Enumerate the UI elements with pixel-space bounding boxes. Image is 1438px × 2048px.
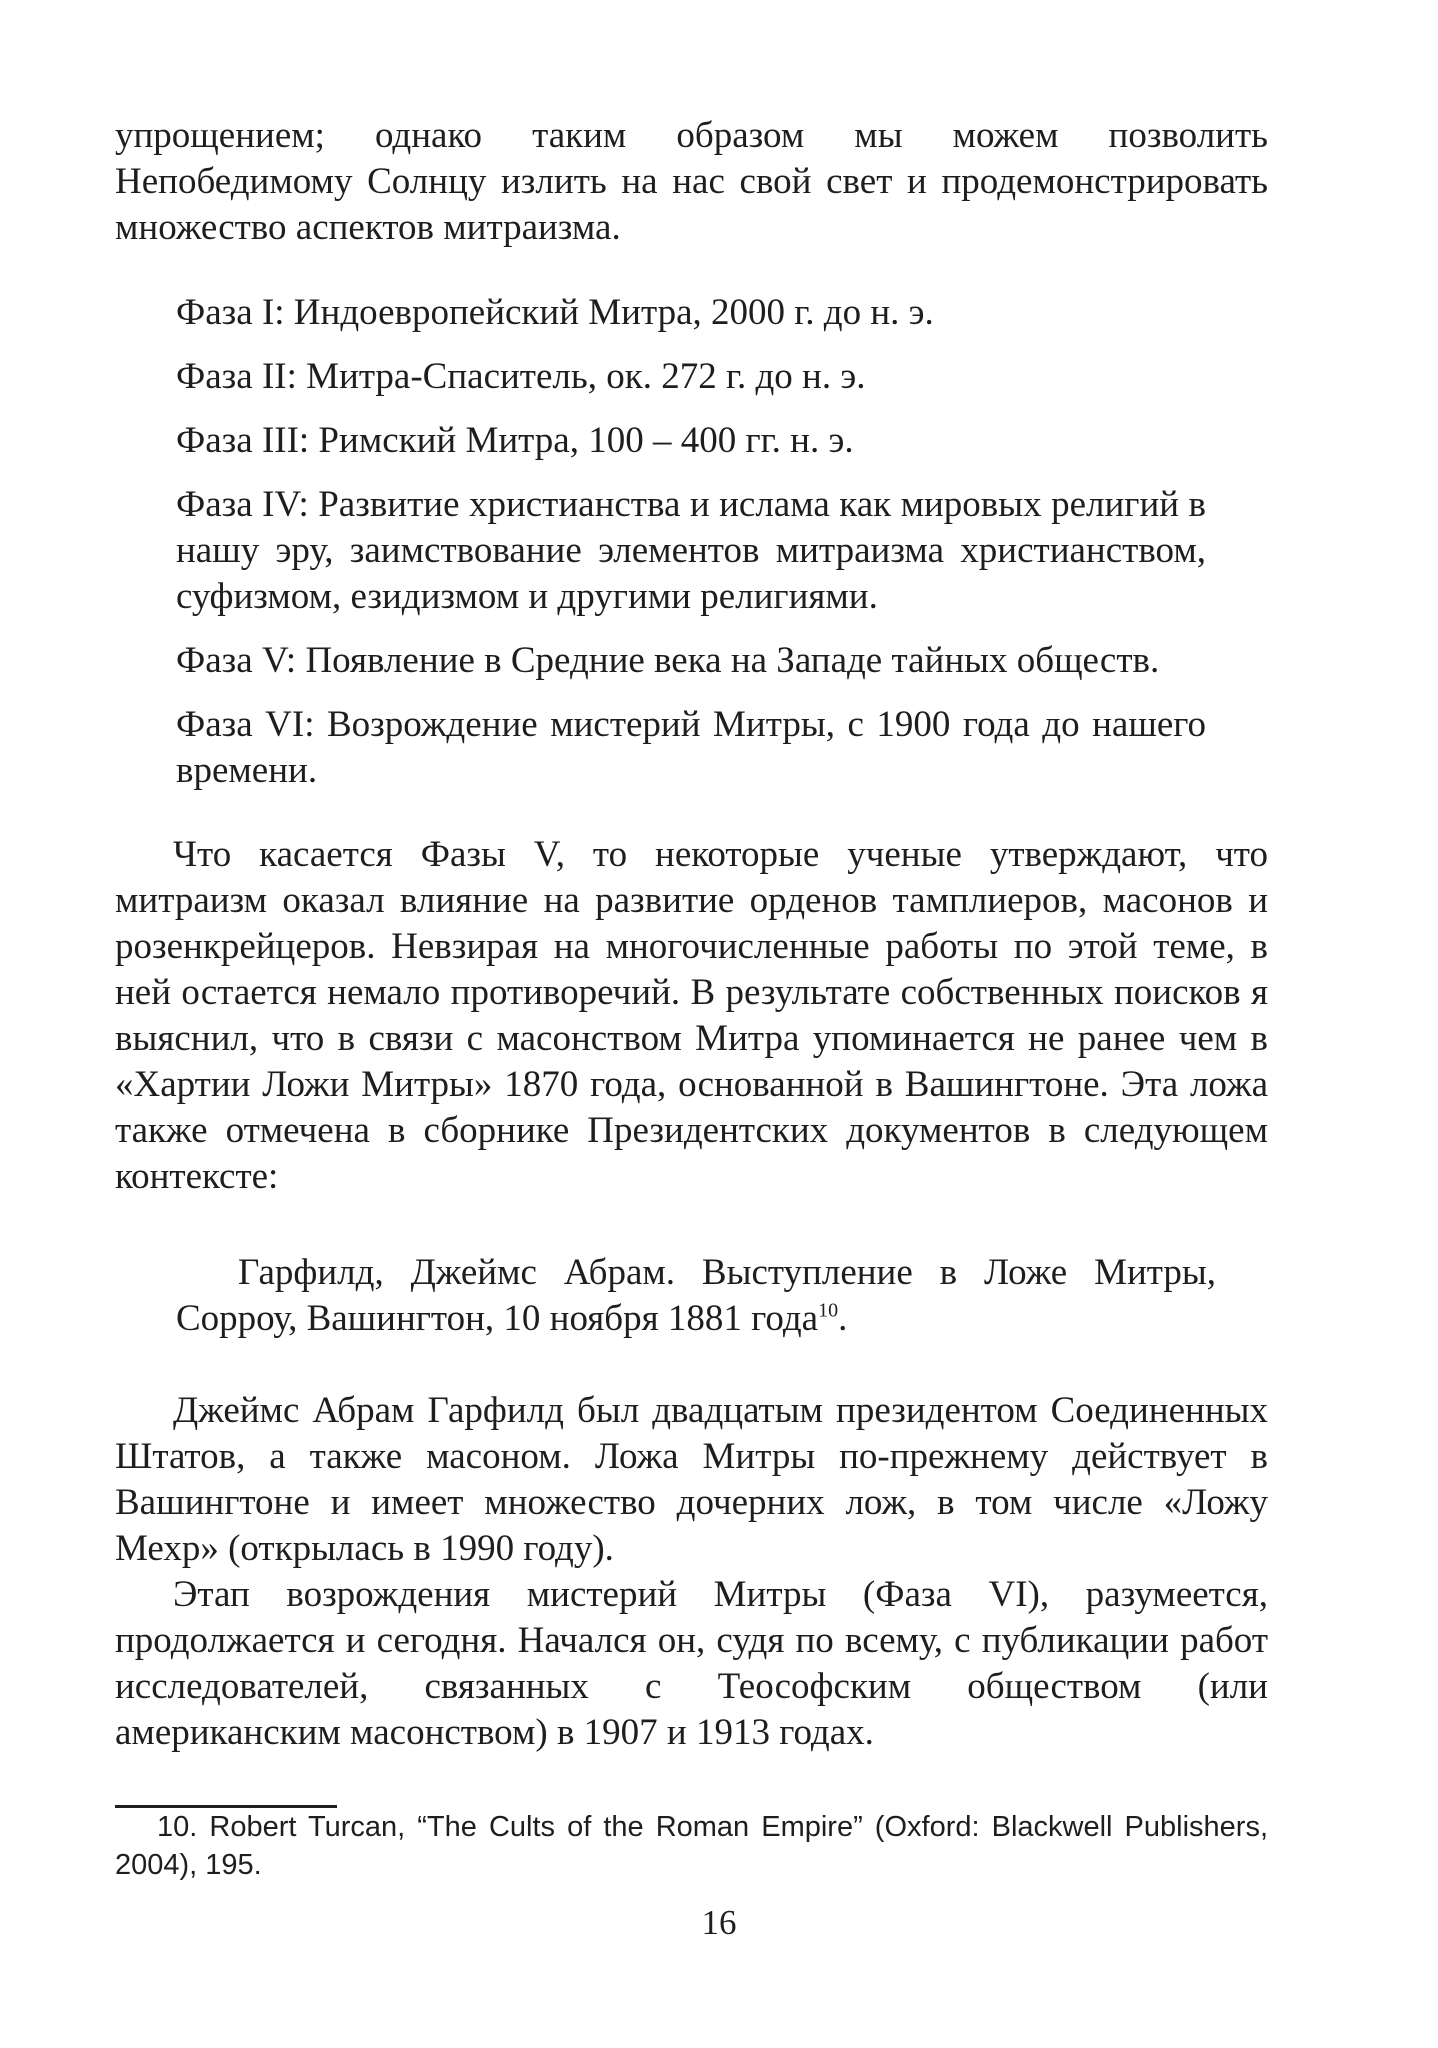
phase-item-4: Фаза IV: Развитие христианства и ислама как мировых религий в нашу эру, заимствование элементов митраизма христианством, суфизмом, езидизмом и другими религиями. xyxy=(176,484,1206,617)
phase-item-2: Фаза II: Митра-Спаситель, ок. 272 г. до н. э. xyxy=(176,356,866,397)
presidential-documents-quote xyxy=(176,1250,1216,1342)
garfield-paragraph: Джеймс Абрам Гарфилд был двадцатым президентом Соединенных Штатов, а также масоном. Ложа Митры по-прежнему действует в Вашингтоне и имеет множество дочерних лож, в том числе «Ложу Мехр» (открылась в 1990 году). xyxy=(115,1390,1268,1569)
intro-paragraph: упрощением; однако таким образом мы можем позволить Непобедимому Солнцу излить на нас свой свет и продемонстрировать множество аспектов митраизма. xyxy=(115,115,1268,248)
phase-item-6: Фаза VI: Возрождение мистерий Митры, с 1900 года до нашего времени. xyxy=(176,704,1206,791)
quote-end: . xyxy=(838,1298,848,1339)
quote-text: Гарфилд, Джеймс Абрам. Выступление в Ложе Митры, Сорроу, Вашингтон, 10 ноября 1881 года xyxy=(176,1252,1216,1339)
footnote: 10. Robert Turcan, “The Cults of the Roman Empire” (Oxford: Blackwell Publishers, 2004), 195. xyxy=(115,1811,1268,1881)
page-number: 16 xyxy=(701,1903,737,1942)
footnote-reference[interactable]: 10 xyxy=(818,1299,839,1322)
phase-item-3: Фаза III: Римский Митра, 100 – 400 гг. н. э. xyxy=(176,420,854,461)
revival-paragraph: Этап возрождения мистерий Митры (Фаза VI), разумеется, продолжается и сегодня. Начался он, судя по всему, с публикации работ исследователей, связанных с Теософским обществом (или американским масонством) в 1907 и 1913 годах. xyxy=(115,1574,1268,1753)
phase-item-5: Фаза V: Появление в Средние века на Западе тайных обществ. xyxy=(176,640,1160,681)
phase-list xyxy=(176,290,1206,812)
phase-v-paragraph: Что касается Фазы V, то некоторые ученые утверждают, что митраизм оказал влияние на развитие орденов тамплиеров, масонов и розенкрейцеров. Невзирая на многочисленные работы по этой теме, в ней остается немало противоречий. В результате собственных поисков я выяснил, что в связи с масонством Митра упоминается не ранее чем в «Хартии Ложи Митры» 1870 года, основанной в Вашингтоне. Эта ложа также отмечена в сборнике Президентских документов в следующем контексте: xyxy=(115,834,1268,1197)
phase-item-1: Фаза I: Индоевропейский Митра, 2000 г. до н. э. xyxy=(176,292,934,333)
